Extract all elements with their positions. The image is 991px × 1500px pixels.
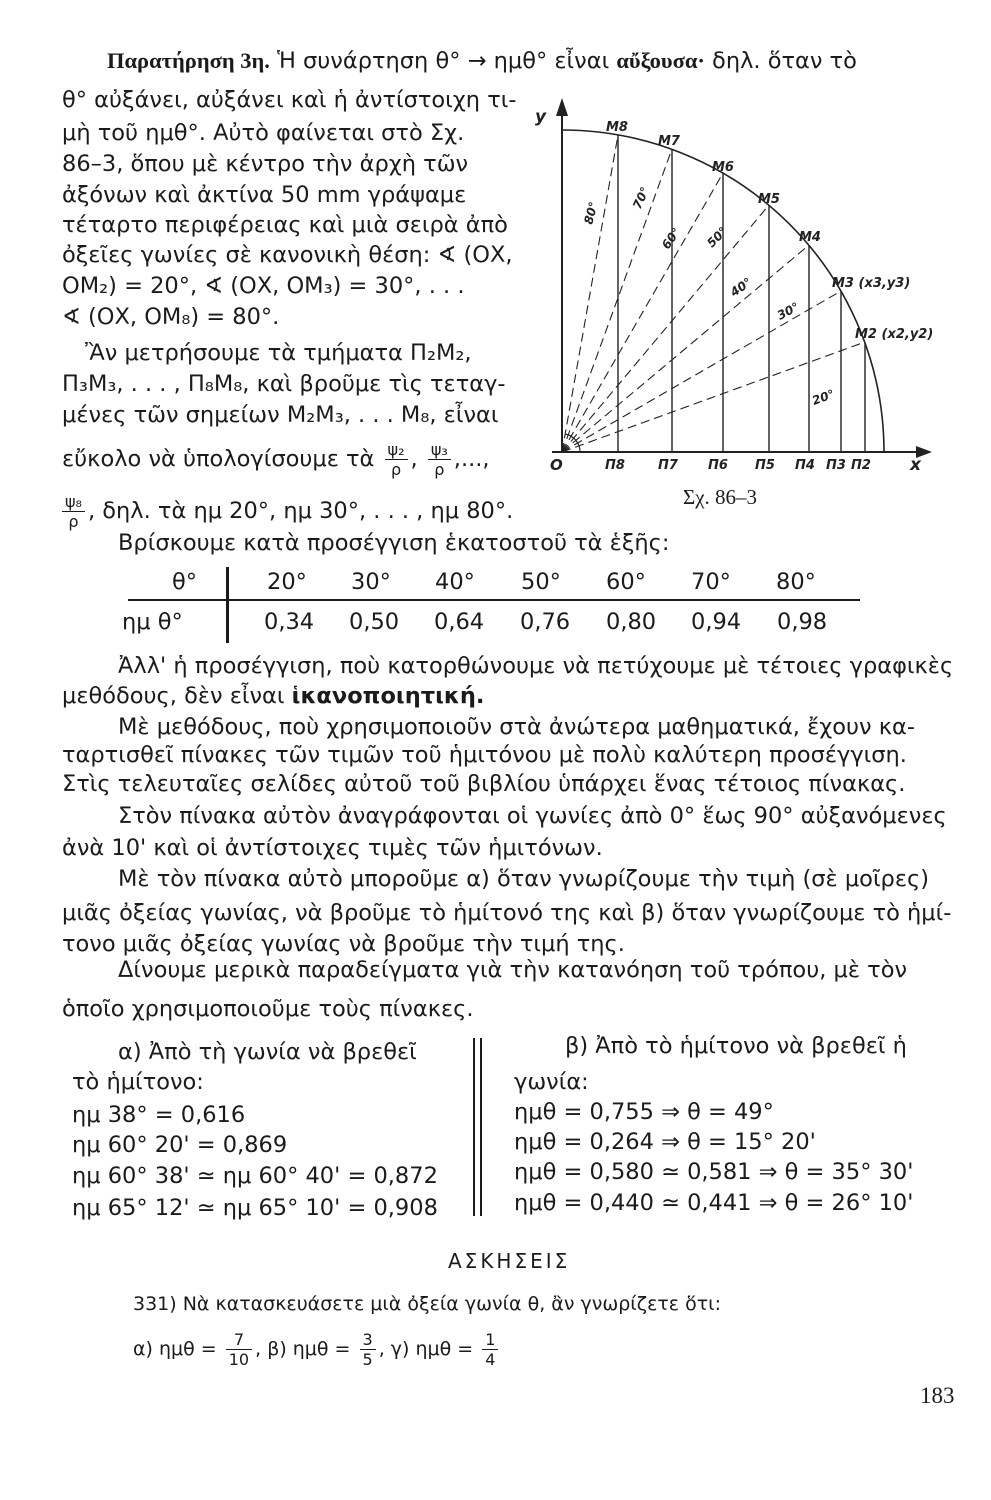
point-m4-label: M4 xyxy=(799,230,821,245)
table-angle-cell: 20° xyxy=(267,569,307,595)
table-sine-cell: 0,50 xyxy=(349,609,400,635)
fraction-3-5: $\frac{3}{5}$ xyxy=(360,1330,376,1369)
intro-line-5: ἀξόνων καὶ ἀκτίνα 50 mm γράψαμε xyxy=(62,182,467,208)
table-angle-cell: 30° xyxy=(351,569,391,595)
origin-label: O xyxy=(550,456,563,474)
exercise-331-prompt: 331) Νὰ κατασκευάσετε μιὰ ὀξεία γωνία θ, ἂν γνωρίζετε ὅτι: xyxy=(133,1293,721,1315)
para-1-line-1: Ἀλλ' ἡ προσέγγιση, ποὺ κατορθώνουμε νὰ πετύχουμε μὲ τέτοιες γραφικὲς xyxy=(118,653,954,679)
arrow-icon: → xyxy=(467,48,487,74)
para-4-line-3: τονο μιᾶς ὀξείας γωνίας νὰ βροῦμε τὴν τιμή της. xyxy=(62,931,625,957)
remark-heading: Παρατήρηση 3η. xyxy=(107,48,270,73)
para-2-line-2: ταρτισθεῖ πίνακες τῶν τιμῶν τοῦ ἡμιτόνου μὲ πολὺ καλύτερη προσέγγιση. xyxy=(62,742,907,768)
foot-p2-label: Π2 xyxy=(851,458,871,473)
intro-line-8: ΟΜ₂) = 20°, ∢ (ΟΧ, ΟΜ₃) = 30°, . . . xyxy=(62,273,465,299)
foot-p4-label: Π4 xyxy=(795,458,815,473)
angle-30-label: 30° xyxy=(774,299,802,323)
foot-p7-label: Π7 xyxy=(658,458,678,473)
table-sine-cell: 0,80 xyxy=(606,609,657,635)
para-2-line-1: Μὲ μεθόδους, ποὺ χρησιμοποιοῦν στὰ ἀνώτερα μαθηματικά, ἔχουν κα- xyxy=(118,714,915,740)
angle-70-label: 70° xyxy=(630,184,653,212)
examples-left-heading-2: τὸ ἡμίτονο: xyxy=(72,1069,204,1095)
para-4-line-1: Μὲ τὸν πίνακα αὐτὸ μποροῦμε α) ὅταν γνωρίζουμε τὴν τιμὴ (σὲ μοῖρες) xyxy=(118,866,929,892)
para-3-line-2: ἀνὰ 10' καὶ οἱ ἀντίστοιχες τιμὲς τῶν ἡμιτόνων. xyxy=(62,835,603,861)
intro-line-6: τέταρτο περιφέρειας καὶ μιὰ σειρὰ ἀπὸ xyxy=(62,212,508,238)
angle-50-label: 50° xyxy=(704,224,731,251)
intro-line-9: ∢ (ΟΧ, ΟΜ₈) = 80°. xyxy=(62,304,280,330)
para-3-line-1: Στὸν πίνακα αὐτὸν ἀναγράφονται οἱ γωνίες ἀπὸ 0° ἕως 90° αὐξανόμενες xyxy=(118,803,947,829)
para-4-line-2: μιᾶς ὀξείας γωνίας, νὰ βροῦμε τὸ ἡμίτονό της καὶ β) ὅταν γνωρίζουμε τὸ ἡμί- xyxy=(62,900,952,926)
figure-caption: Σχ. 86–3 xyxy=(683,485,758,509)
examples-right-heading-1: β) Ἀπὸ τὸ ἡμίτονο νὰ βρεθεῖ ἡ xyxy=(565,1033,907,1059)
table-row-label-theta: θ° xyxy=(172,569,198,595)
point-m8-label: M8 xyxy=(606,120,628,135)
axis-x-label: x xyxy=(910,455,921,475)
point-m5-label: M5 xyxy=(758,192,780,207)
table-angle-cell: 70° xyxy=(691,569,731,595)
point-m3-label: M3 (x3,y3) xyxy=(832,276,911,291)
intro-line-1: Παρατήρηση 3η. Ἡ συνάρτηση θ° → ημθ° εἶναι αὔξουσα· δηλ. ὅταν τὸ xyxy=(107,48,857,74)
radius-om4 xyxy=(562,245,809,452)
table-row-label-sin: ημ θ° xyxy=(122,609,183,635)
foot-p5-label: Π5 xyxy=(755,458,775,473)
examples-left-heading-1: α) Ἀπὸ τὴ γωνία νὰ βρεθεῖ xyxy=(118,1039,417,1065)
fraction-psi3-rho: $\frac{\text{ψ₃}}{\rho}$ xyxy=(428,440,451,479)
intro-line-3: μὴ τοῦ ημθ°. Αὐτὸ φαίνεται στὸ Σχ. xyxy=(62,120,465,146)
radius-om8 xyxy=(562,135,618,452)
table-sine-cell: 0,76 xyxy=(520,609,571,635)
example-right-item: ημθ = 0,440 ≃ 0,441 ⇒ θ = 26° 10' xyxy=(514,1190,914,1216)
fraction-psi8-rho: $\frac{\text{ψ₈}}{\rho}$ xyxy=(62,492,85,531)
intro-line-10: Ἂν μετρήσουμε τὰ τμήματα Π₂Μ₂, xyxy=(85,340,472,366)
para-5-line-1: Δίνουμε μερικὰ παραδείγματα γιὰ τὴν κατανόηση τοῦ τρόπου, μὲ τὸν xyxy=(118,957,908,983)
y-axis-arrow-icon xyxy=(556,98,568,116)
fraction-psi2-rho: $\frac{\text{ψ₂}}{\rho}$ xyxy=(385,440,408,479)
para-2-line-3: Στὶς τελευταῖες σελίδες αὐτοῦ τοῦ βιβλίου ὑπάρχει ἕνας τέτοιος πίνακας. xyxy=(62,771,906,797)
table-lead: Βρίσκουμε κατὰ προσέγγιση ἑκατοστοῦ τὰ ἑξῆς: xyxy=(118,530,670,556)
table-horizontal-rule xyxy=(128,599,860,601)
point-m6-label: M6 xyxy=(712,160,734,175)
axis-y-label: y xyxy=(535,107,547,127)
foot-p6-label: Π6 xyxy=(708,458,728,473)
table-angle-cell: 60° xyxy=(606,569,646,595)
radius-om3 xyxy=(562,291,841,452)
foot-p8-label: Π8 xyxy=(605,458,625,473)
intro-line-14: $\frac{\text{ψ₈}}{\rho}$ , δηλ. τὰ ημ 20°, ημ 30°, . . . , ημ 80°. xyxy=(62,492,513,531)
table-sine-cell: 0,64 xyxy=(434,609,485,635)
examples-right-heading-2: γωνία: xyxy=(514,1069,589,1095)
angle-40-label: 40° xyxy=(727,274,755,300)
example-left-item: ημ 65° 12' ≃ ημ 65° 10' = 0,908 xyxy=(72,1195,438,1221)
fraction-1-4: $\frac{1}{4}$ xyxy=(482,1330,498,1369)
table-angle-cell: 50° xyxy=(521,569,561,595)
table-sine-cell: 0,98 xyxy=(777,609,828,635)
page-number: 183 xyxy=(920,1383,955,1408)
intro-line-4: 86–3, ὅπου μὲ κέντρο τὴν ἀρχὴ τῶν xyxy=(62,151,469,177)
example-left-item: ημ 38° = 0,616 xyxy=(72,1102,246,1128)
example-left-item: ημ 60° 38' ≃ ημ 60° 40' = 0,872 xyxy=(72,1163,438,1189)
intro-line-2: θ° αὐξάνει, αὐξάνει καὶ ἡ ἀντίστοιχη τι- xyxy=(62,87,517,113)
exercises-title: ΑΣΚΗΣΕΙΣ xyxy=(448,1249,571,1273)
intro-line-12: μένες τῶν σημείων Μ₂Μ₃, . . . Μ₈, εἶναι xyxy=(62,402,499,428)
table-angle-cell: 80° xyxy=(776,569,816,595)
table-angle-cell: 40° xyxy=(435,569,475,595)
angle-60-label: 60° xyxy=(658,225,684,252)
table-vertical-rule xyxy=(226,567,229,643)
table-sine-cell: 0,94 xyxy=(691,609,742,635)
example-right-item: ημθ = 0,264 ⇒ θ = 15° 20' xyxy=(514,1129,816,1155)
para-5-line-2: ὁποῖο χρησιμοποιοῦμε τοὺς πίνακες. xyxy=(62,996,474,1022)
exercise-331-parts: α) ημθ = $\frac{7}{10}$ , β) ημθ = $\frac{3}{5}$ , γ) ημθ = $\frac{1}{4}$ xyxy=(133,1330,501,1369)
figure-86-3 xyxy=(535,92,935,475)
point-m2-label: M2 (x2,y2) xyxy=(855,327,934,342)
example-right-item: ημθ = 0,580 ≃ 0,581 ⇒ θ = 35° 30' xyxy=(514,1159,914,1185)
intro-line-11: Π₃Μ₃, . . . , Π₈Μ₈, καὶ βροῦμε τὶς τεταγ- xyxy=(62,371,506,397)
intro-line-13: εὔκολο νὰ ὑπολογίσουμε τὰ $\frac{\text{ψ₂}}{\rho}$ , $\frac{\text{ψ₃}}{\rho}$ ,..., xyxy=(62,440,490,479)
foot-p3-label: Π3 xyxy=(826,458,846,473)
example-left-item: ημ 60° 20' = 0,869 xyxy=(72,1132,288,1158)
column-divider-left xyxy=(473,1038,475,1216)
para-1-line-2: μεθόδους, δὲν εἶναι ἱκανοποιητική. xyxy=(62,683,485,709)
angle-80-label: 80° xyxy=(581,200,601,226)
intro-line-7: ὀξεῖες γωνίες σὲ κανονικὴ θέση: ∢ (ΟΧ, xyxy=(62,242,513,268)
example-right-item: ημθ = 0,755 ⇒ θ = 49° xyxy=(514,1099,774,1125)
table-sine-cell: 0,34 xyxy=(264,609,315,635)
column-divider-right xyxy=(480,1038,482,1216)
fraction-7-10: $\frac{7}{10}$ xyxy=(226,1330,252,1369)
point-m7-label: M7 xyxy=(658,134,680,149)
emphasis-text: ἱκανοποιητική. xyxy=(291,683,485,709)
angle-20-label: 20° xyxy=(810,386,837,408)
